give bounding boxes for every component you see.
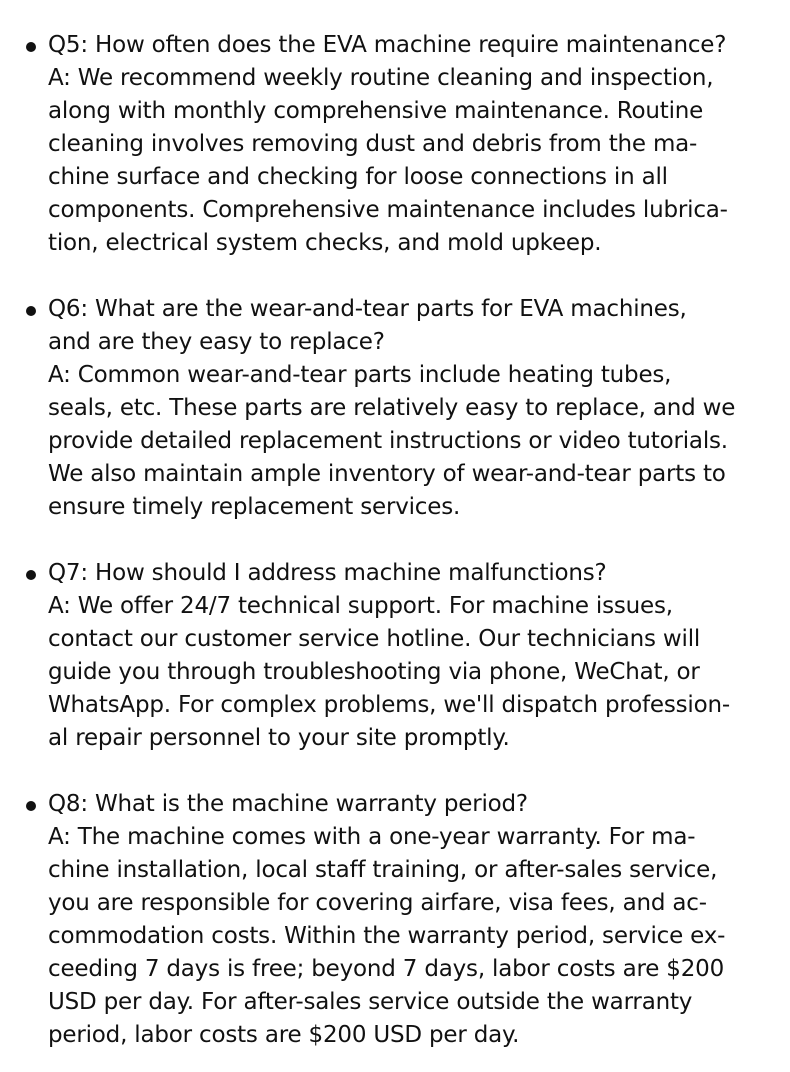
faq-line: cleaning involves removing dust and debris from the ma- <box>48 131 698 157</box>
faq-line: WhatsApp. For complex problems, we'll dispatch profession- <box>48 692 730 718</box>
faq-line: al repair personnel to your site promptly. <box>48 725 510 751</box>
faq-line: Q7: How should I address machine malfunctions? <box>48 560 607 586</box>
faq-line: chine surface and checking for loose connections in all <box>48 164 668 190</box>
faq-line: seals, etc. These parts are relatively easy to replace, and we <box>48 395 736 421</box>
faq-line: and are they easy to replace? <box>48 329 385 355</box>
faq-line: Q5: How often does the EVA machine require maintenance? <box>48 32 727 58</box>
faq-line: guide you through troubleshooting via phone, WeChat, or <box>48 659 700 685</box>
bullet-dot-icon <box>26 306 36 316</box>
faq-line: provide detailed replacement instructions or video tutorials. <box>48 428 728 454</box>
faq-line: ensure timely replacement services. <box>48 494 461 520</box>
faq-line: commodation costs. Within the warranty period, service ex- <box>48 923 726 949</box>
faq-line: components. Comprehensive maintenance includes lubrica- <box>48 197 728 223</box>
faq-line: A: The machine comes with a one-year warranty. For ma- <box>48 824 696 850</box>
faq-line: ceeding 7 days is free; beyond 7 days, labor costs are $200 <box>48 956 725 982</box>
faq-line: chine installation, local staff training, or after-sales service, <box>48 857 718 883</box>
faq-line: A: Common wear-and-tear parts include heating tubes, <box>48 362 672 388</box>
faq-line: A: We offer 24/7 technical support. For machine issues, <box>48 593 673 619</box>
bullet-dot-icon <box>26 42 36 52</box>
faq-line: period, labor costs are $200 USD per day. <box>48 1022 520 1048</box>
bullet-dot-icon <box>26 570 36 580</box>
faq-line: along with monthly comprehensive maintenance. Routine <box>48 98 704 124</box>
faq-line: We also maintain ample inventory of wear-and-tear parts to <box>48 461 726 487</box>
faq-line: A: We recommend weekly routine cleaning and inspection, <box>48 65 714 91</box>
faq-line: Q8: What is the machine warranty period? <box>48 791 528 817</box>
faq-line: you are responsible for covering airfare, visa fees, and ac- <box>48 890 707 916</box>
faq-line: USD per day. For after-sales service outside the warranty <box>48 989 693 1015</box>
faq-line: Q6: What are the wear-and-tear parts for EVA machines, <box>48 296 687 322</box>
faq-line: tion, electrical system checks, and mold upkeep. <box>48 230 602 256</box>
bullet-dot-icon <box>26 801 36 811</box>
faq-line: contact our customer service hotline. Our technicians will <box>48 626 701 652</box>
